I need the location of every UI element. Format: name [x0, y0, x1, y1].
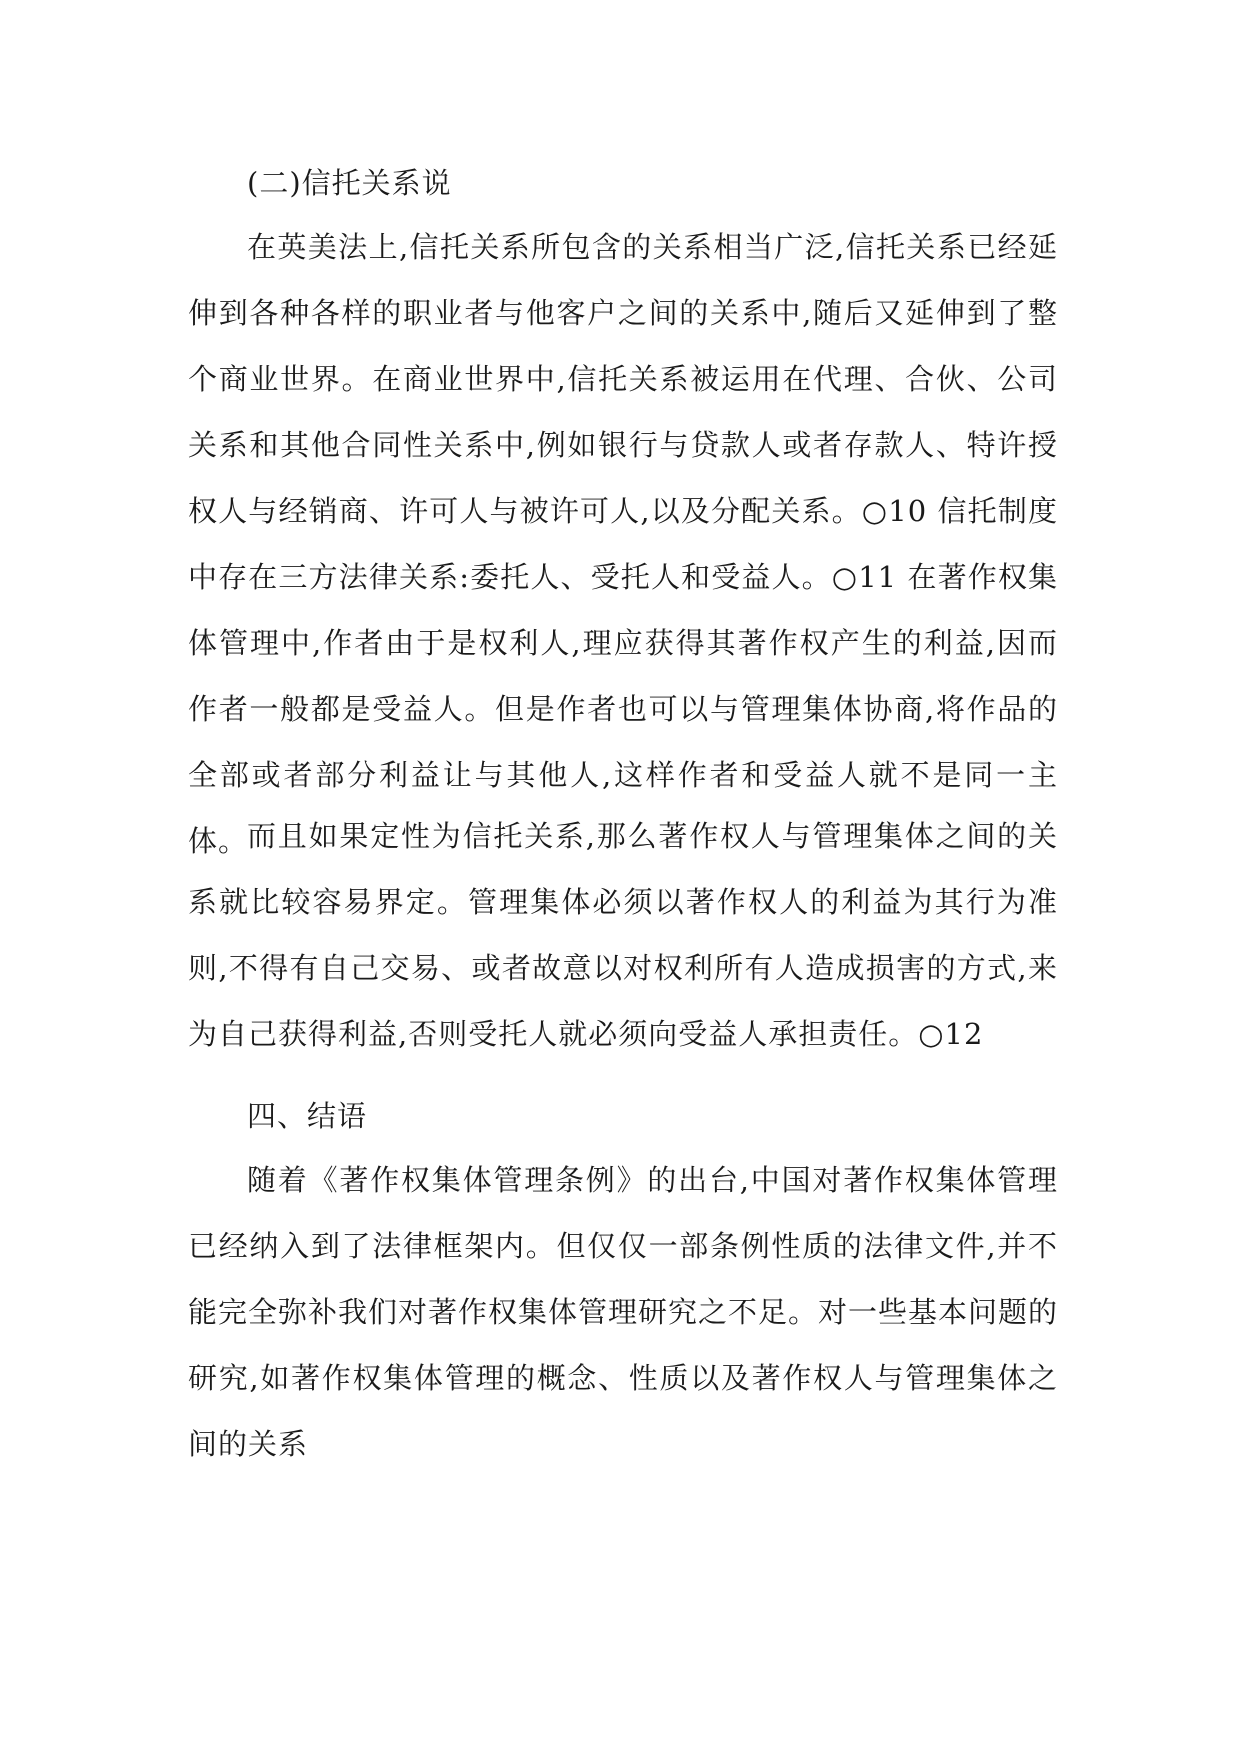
paragraph-conclusion: 随着《著作权集体管理条例》的出台,中国对著作权集体管理已经纳入到了法律框架内。但仅仅一部条例性质的法律文件,并不能完全弥补我们对著作权集体管理研究之不足。对一些基本问题的研究,如著作权集体管理的概念、性质以及著作权人与管理集体之间的关系 — [188, 1163, 1059, 1461]
section-heading-conclusion: 四、结语 — [247, 1099, 368, 1133]
paragraph-trust-overview: 在英美法上,信托关系所包含的关系相当广泛,信托关系已经延伸到各种各样的职业者与他客户之间的关系中,随后又延伸到了整个商业世界。在商业世界中,信托关系被运用在代理、合伙、公司关系和其他合同性关系中,例如银行与贷款人或者存款人、特许授权人与经销商、许可人与被许可人,以及分配关系。○10 信托制度中存在三方法律关系:委托人、受托人和受益人。○11 在著作权集体管理中,作者由于是权利人,理应获得其著作权产生的利益,因而作者一般都是受益人。但是作者也可以与管理集体协商,将作品的全部或者部分利益让与其他人,这样作者和受益人就不是同一主体。 — [188, 230, 1058, 858]
paragraph-trust-definition: 而且如果定性为信托关系,那么著作权人与管理集体之间的关系就比较容易界定。管理集体必须以著作权人的利益为其行为准则,不得有自己交易、或者故意以对权利所有人造成损害的方式,来为自己获得利益,否则受托人就必须向受益人承担责任。○12 — [188, 819, 1058, 1051]
section-heading-trust-relationship: (二)信托关系说 — [247, 166, 452, 200]
